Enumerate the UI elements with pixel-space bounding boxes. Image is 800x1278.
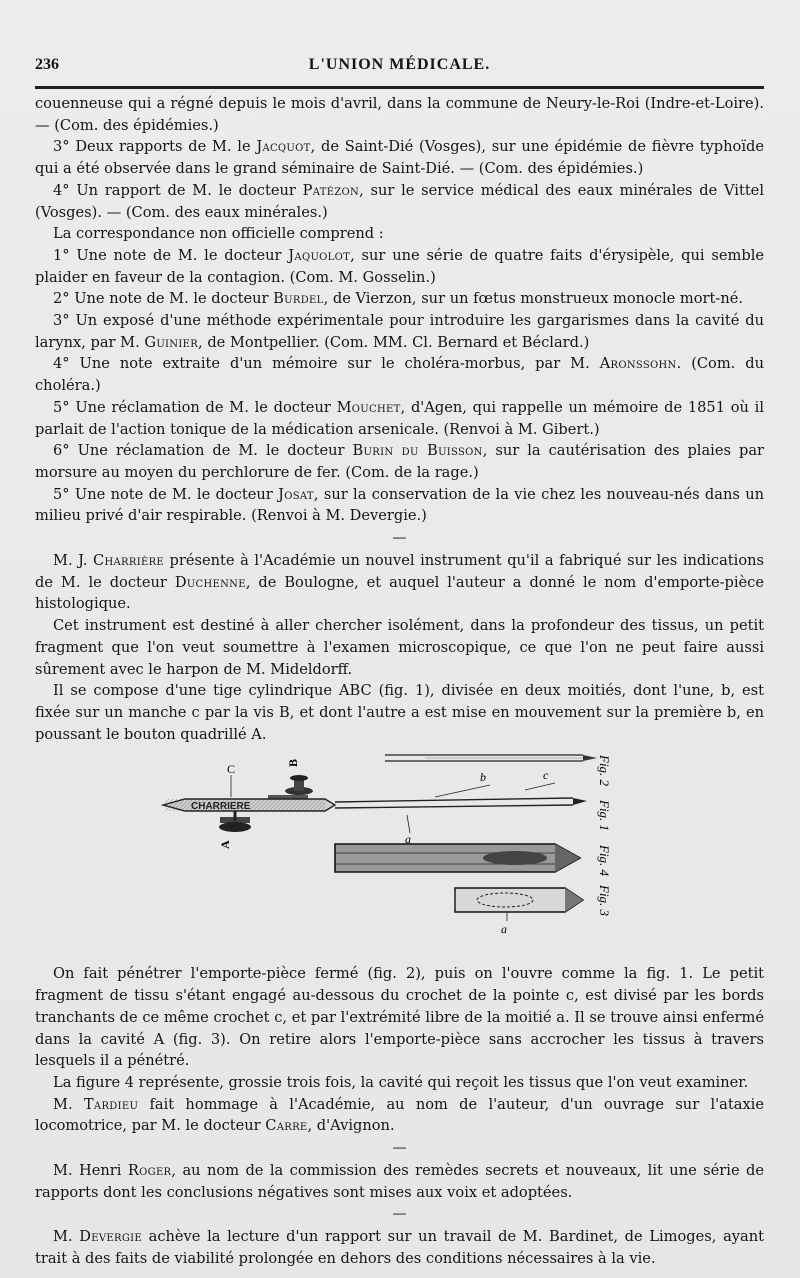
emporte-piece-illustration xyxy=(35,745,764,963)
fig4-drawing xyxy=(335,844,580,872)
paragraph: 2° Une note de M. le docteur Burdel, de Vierzon, sur un fœtus monstrueux monocle mort-né. xyxy=(53,290,744,308)
header-rule xyxy=(35,86,764,89)
person-name: Burin du Buisson xyxy=(352,442,483,460)
person-name: Tardieu xyxy=(83,1095,139,1113)
paragraph: 5° Une réclamation de M. le docteur Mouchet, d'Agen, qui rappelle un mémoire de 1851 où il parlait de l'action tonique de la médication arsenicale. (Renvoi à M. Gibert.) xyxy=(35,398,764,438)
section-separator: — xyxy=(392,1206,407,1223)
paragraph: La correspondance non officielle comprend : xyxy=(53,225,384,243)
person-name: Jacquot xyxy=(256,138,311,156)
paragraph: Il se compose d'une tige cylindrique ABC (fig. 1), divisée en deux moitiés, dont l'une, b, est fixée sur un manche c par la vis B, et dont l'autre a est mise en mouvement sur la première b, en poussant le bouton quadrillé A. xyxy=(35,682,764,743)
handle-stamp: CHARRIERE xyxy=(191,801,251,813)
label-c: c xyxy=(543,768,549,783)
person-name: Josat xyxy=(278,485,314,503)
person-name: Carre xyxy=(265,1117,308,1135)
person-name: Aronssohn xyxy=(599,355,677,373)
journal-title: L'UNION MÉDICALE. xyxy=(308,56,491,73)
page-number: 236 xyxy=(35,56,59,73)
fig4-label: Fig. 4 xyxy=(597,845,612,877)
label-b: b xyxy=(480,770,486,785)
person-name: Mouchet xyxy=(336,398,401,416)
person-name: Devergie xyxy=(79,1228,142,1246)
label-A: A xyxy=(218,840,232,850)
label-a-right: a xyxy=(501,922,507,937)
paragraph: 1° Une note de M. le docteur Jaquolot, sur une série de quatre faits d'érysipèle, qui semble plaider en faveur de la contagion. (Com. M. Gosselin.) xyxy=(35,246,764,286)
person-name: Jaquolot xyxy=(288,246,351,264)
person-name: Duchenne xyxy=(174,573,246,591)
fig2-drawing xyxy=(385,755,597,761)
person-name: Guinier xyxy=(144,333,199,351)
section-separator: — xyxy=(392,530,407,547)
paragraph: M. Devergie achève la lecture d'un rapport sur un travail de M. Bardinet, de Limoges, ayant trait à des faits de viabilité prolongée en dehors des conditions nécessaires à la vie. xyxy=(35,1228,764,1268)
label-B: B xyxy=(286,759,300,768)
fig1-label: Fig. 1 xyxy=(597,800,612,832)
label-a-lower: a xyxy=(405,832,411,847)
section-separator: — xyxy=(392,1140,407,1157)
fig3-drawing xyxy=(455,888,583,921)
paragraph: 5° Une note de M. le docteur Josat, sur la conservation de la vie chez les nouveau-nés dans un milieu privé d'air respirable. (Renvoi à M. Devergie.) xyxy=(35,485,765,525)
paragraph: M. Tardieu fait hommage à l'Académie, au nom de l'auteur, d'un ouvrage sur l'ataxie locomotrice, par M. le docteur Carre, d'Avignon. xyxy=(35,1095,764,1135)
page-header xyxy=(35,52,764,86)
person-name: Roger xyxy=(127,1162,172,1180)
instrument-figure xyxy=(35,745,764,963)
person-name: Charrière xyxy=(93,552,164,570)
paragraph: 3° Deux rapports de M. le Jacquot, de Saint-Dié (Vosges), sur une épidémie de fièvre typhoïde qui a été observée dans le grand séminaire de Saint-Dié. — (Com. des épidémies.) xyxy=(35,138,764,178)
article-body xyxy=(35,93,764,1270)
paragraph: M. Henri Roger, au nom de la commission des remèdes secrets et nouveaux, lit une série de rapports dont les conclusions négatives sont mises aux voix et adoptées. xyxy=(35,1162,764,1201)
paragraph: Cet instrument est destiné à aller chercher isolément, dans la profondeur des tissus, un petit fragment que l'on veut soumettre à l'examen microscopique, ce que l'on ne peut faire aussi sûrement avec le harpon de M. Mideldorff. xyxy=(35,617,764,678)
label-C: C xyxy=(227,762,236,777)
paragraph: 3° Un exposé d'une méthode expérimentale pour introduire les gargarismes dans la cavité du larynx, par M. Guinier, de Montpellier. (Com. MM. Cl. Bernard et Béclard.) xyxy=(35,312,764,351)
paragraph: couenneuse qui a régné depuis le mois d'avril, dans la commune de Neury-le-Roi (Indre-et-Loire). — (Com. des épidémies.) xyxy=(35,95,764,134)
fig3-label: Fig. 3 xyxy=(597,885,612,917)
person-name: Patézon xyxy=(302,181,360,199)
paragraph: On fait pénétrer l'emporte-pièce fermé (fig. 2), puis on l'ouvre comme la fig. 1. Le petit fragment de tissu s'étant engagé au-dessous du crochet de la pointe c, est divisé par les bords tranchants de ce même crochet c, et par l'extrémité libre de la moitié a. Il se trouve ainsi enfermé dans la cavité A (fig. 3). On retire alors l'emporte-pièce sans accrocher les tissus à travers lesquels il a pénétré. xyxy=(35,965,764,1070)
paragraph: M. J. Charrière présente à l'Académie un nouvel instrument qu'il a fabriqué sur les indications de M. le docteur Duchenne, de Boulogne, et auquel l'auteur a donné le nom d'emporte-pièce histologique. xyxy=(35,552,764,613)
paragraph: 4° Une note extraite d'un mémoire sur le choléra-morbus, par M. Aronssohn. (Com. du choléra.) xyxy=(35,355,765,395)
fig2-label: Fig. 2 xyxy=(597,755,612,787)
paragraph: 4° Un rapport de M. le docteur Patézon, sur le service médical des eaux minérales de Vittel (Vosges). — (Com. des eaux minérales.) xyxy=(35,181,764,221)
paragraph: 6° Une réclamation de M. le docteur Burin du Buisson, sur la cautérisation des plaies par morsure au moyen du perchlorure de fer. (Com. de la rage.) xyxy=(35,442,764,481)
paragraph: La figure 4 représente, grossie trois fois, la cavité qui reçoit les tissus que l'on veut examiner. xyxy=(53,1073,749,1091)
person-name: Burdel xyxy=(273,290,324,308)
